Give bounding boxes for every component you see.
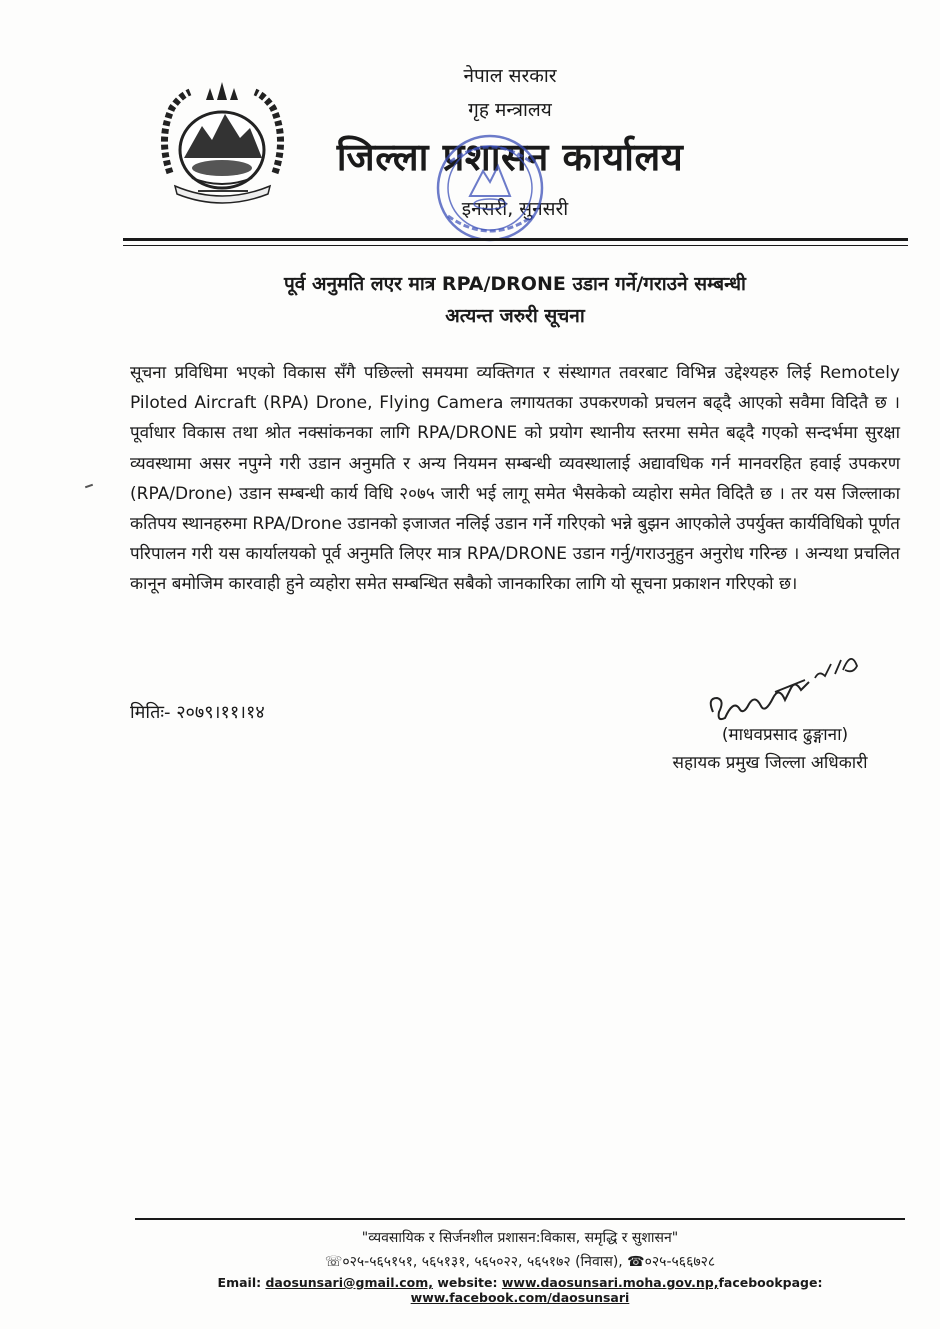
notice-body <box>130 358 900 600</box>
handwritten-signature-icon <box>705 640 875 730</box>
ministry-name: गृह मन्त्रालय <box>468 99 552 121</box>
signatory-name: (माधवप्रसाद ढुङ्गाना) <box>721 725 849 745</box>
government-name: नेपाल सरकार <box>463 65 557 87</box>
signatory-title: सहायक प्रमुख जिल्ला अधिकारी <box>672 753 868 773</box>
header-divider-thin <box>123 245 908 246</box>
facebook-label: facebookpage: <box>718 1275 823 1290</box>
notice-date: मितिः- २०७९।११।१४ <box>130 702 265 723</box>
notice-heading: अत्यन्त जरुरी सूचना <box>445 305 585 327</box>
email-label: Email: <box>217 1275 262 1290</box>
footer-motto: "व्यवसायिक र सिर्जनशील प्रशासन:विकास, समृद्धि र सुशासन" <box>361 1230 679 1246</box>
scan-mark <box>85 484 93 489</box>
notice-subject: पूर्व अनुमति लएर मात्र RPA/DRONE उडान गर्ने/गराउने सम्बन्धी <box>284 273 746 295</box>
website-label: website: <box>437 1275 498 1290</box>
office-title: जिल्ला प्रशासन कार्यालय <box>336 135 684 179</box>
footer-contact <box>130 1275 910 1305</box>
footer-divider <box>135 1218 905 1220</box>
header-divider <box>123 238 908 241</box>
district-name: इनसरी, सुनसरी <box>461 198 569 220</box>
notice-paragraph: सूचना प्रविधिमा भएको विकास सँगै पछिल्लो समयमा व्यक्तिगत र संस्थागत तवरबाट विभिन्न उद्देश्यहरु लिई Remotely Piloted Aircraft (RPA) Drone, Flying Camera लगायतका उपकरणको प्रचलन बढ्दै आएको सवैमा विदितै छ । पूर्वाधार विकास तथा श्रोत नक्सांकनका लागि RPA/DRONE को प्रयोग स्थानीय स्तरमा समेत बढ्दै गएको सन्दर्भमा सुरक्षा व्यवस्थामा असर नपुग्ने गरी उडान अनुमति र अन्य नियमन सम्बन्धी व्यवस्थालाई अद्यावधिक गर्न मानवरहित हवाई उपकरण (RPA/Drone) उडान सम्बन्धी कार्य विधि २०७५ जारी भई लागू समेत भैसकेको व्यहोरा समेत विदितै छ । तर यस जिल्लाका कतिपय स्थानहरुमा RPA/Drone उडानको इजाजत नलिई उडान गर्ने गरिएको भन्ने बुझन आएकोले उपर्युक्त कार्यविधिको पूर्णत परिपालन गरी यस कार्यालयको पूर्व अनुमति लिएर मात्र RPA/DRONE उडान गर्नु/गराउनुहुन अनुरोध गरिन्छ । अन्यथा प्रचलित कानून बमोजिम कारवाही हुने व्यहोरा समेत सम्बन्धित सबैको जानकारिका लागि यो सूचना प्रकाशन गरिएको छ। <box>130 363 900 595</box>
website-link[interactable]: www.daosunsari.moha.gov.np, <box>501 1275 719 1290</box>
facebook-link[interactable]: www.facebook.com/daosunsari <box>410 1290 630 1305</box>
email-link[interactable]: daosunsari@gmail.com, <box>265 1275 433 1290</box>
office-stamp-icon <box>428 126 553 251</box>
footer-phone: ☏०२५-५६५१५१, ५६५१३१, ५६५०२२, ५६५१७२ (निवास), ☎०२५-५६६७२८ <box>324 1254 716 1270</box>
nepal-emblem-icon <box>150 78 295 208</box>
